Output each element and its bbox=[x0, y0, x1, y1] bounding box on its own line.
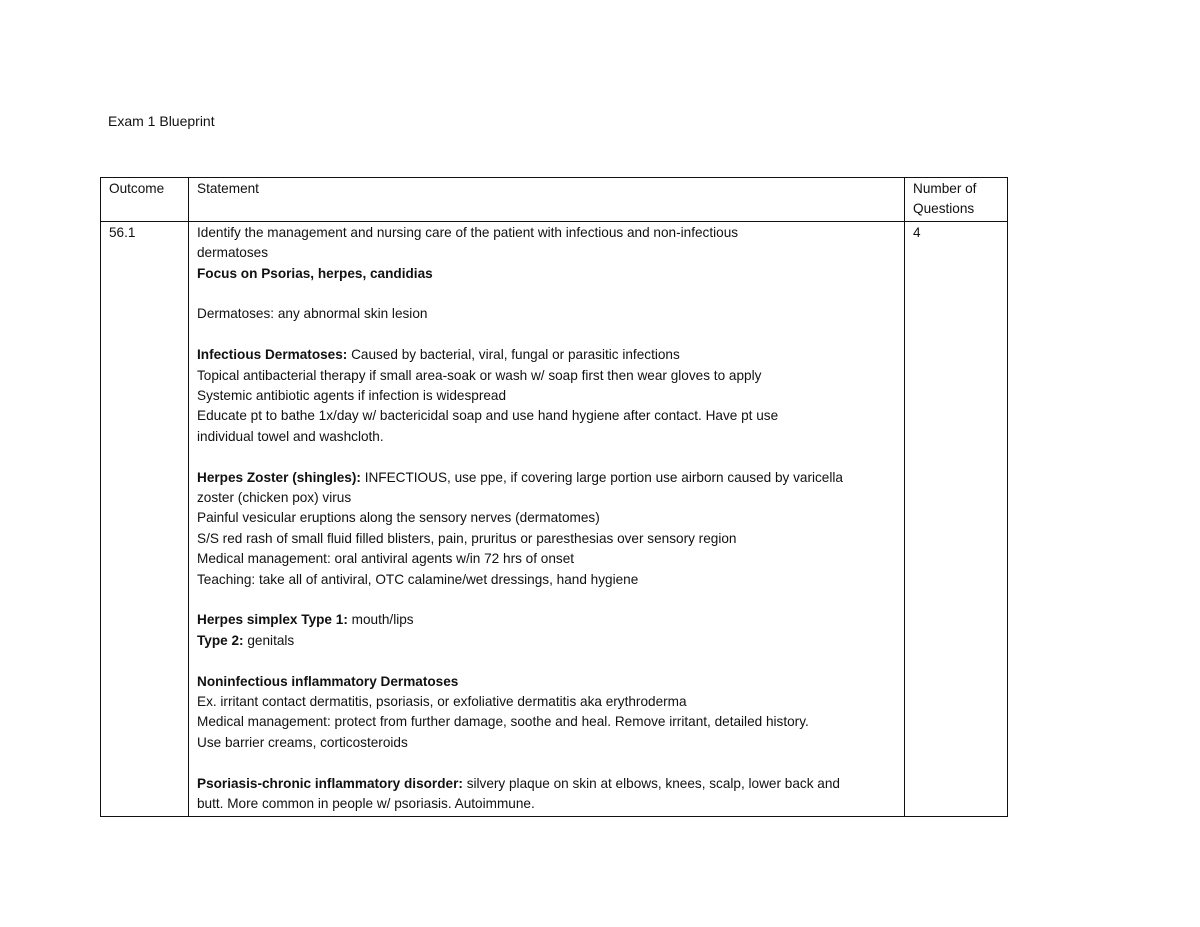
spacer bbox=[197, 590, 897, 610]
spacer bbox=[197, 447, 897, 467]
educate-line-2: individual towel and washcloth. bbox=[197, 428, 384, 444]
spacer bbox=[197, 325, 897, 345]
infectious-dermatoses-label: Infectious Dermatoses: bbox=[197, 347, 348, 363]
noninfectious-management-line-1: Medical management: protect from further damage, soothe and heal. Remove irritant, detailed history. bbox=[197, 714, 809, 730]
header-number-line-1: Number of bbox=[913, 181, 977, 196]
header-outcome-label: Outcome bbox=[109, 181, 165, 196]
infectious-dermatoses-line bbox=[197, 345, 897, 365]
painful-eruptions-line: Painful vesicular eruptions along the sensory nerves (dermatomes) bbox=[197, 510, 600, 526]
intro-line-2: dermatoses bbox=[197, 245, 269, 261]
spacer bbox=[197, 651, 897, 671]
noninfectious-management-line-2: Use barrier creams, corticosteroids bbox=[197, 734, 408, 750]
outcome-number: 56.1 bbox=[109, 224, 136, 240]
herpes-zoster-line-1 bbox=[197, 468, 897, 488]
header-outcome bbox=[101, 178, 189, 222]
table-header-row bbox=[101, 178, 1008, 222]
questions-cell bbox=[905, 221, 1008, 816]
signs-symptoms-line: S/S red rash of small fluid filled blisters, pain, pruritus or paresthesias over sensory region bbox=[197, 530, 737, 546]
infectious-dermatoses-text: Caused by bacterial, viral, fungal or parasitic infections bbox=[347, 347, 680, 363]
focus-line: Focus on Psorias, herpes, candidias bbox=[197, 265, 433, 281]
psoriasis-line-2: butt. More common in people w/ psoriasis. Autoimmune. bbox=[197, 796, 535, 812]
herpes-zoster-line-2: zoster (chicken pox) virus bbox=[197, 490, 352, 506]
noninfectious-heading: Noninfectious inflammatory Dermatoses bbox=[197, 673, 459, 689]
educate-line-1: Educate pt to bathe 1x/day w/ bactericidal soap and use hand hygiene after contact. Have pt use bbox=[197, 408, 779, 424]
header-number-line-2: Questions bbox=[913, 201, 975, 217]
examples-line: Ex. irritant contact dermatitis, psoriasis, or exfoliative dermatitis aka erythroderma bbox=[197, 694, 687, 710]
type-2-label: Type 2: bbox=[197, 632, 244, 648]
herpes-simplex-text: mouth/lips bbox=[347, 612, 414, 628]
psoriasis-line-1 bbox=[197, 774, 897, 794]
questions-count: 4 bbox=[913, 224, 921, 240]
psoriasis-label: Psoriasis-chronic inflammatory disorder: bbox=[197, 775, 463, 791]
statement-cell bbox=[189, 221, 905, 816]
spacer bbox=[197, 284, 897, 304]
intro-line-1: Identify the management and nursing care of the patient with infectious and non-infectious bbox=[197, 224, 739, 240]
header-number-of-questions bbox=[905, 178, 1008, 222]
header-statement bbox=[189, 178, 905, 222]
header-statement-label: Statement bbox=[197, 181, 259, 196]
systemic-agents-line: Systemic antibiotic agents if infection is widespread bbox=[197, 388, 507, 404]
blueprint-table bbox=[100, 177, 1008, 817]
topical-therapy-line: Topical antibacterial therapy if small area-soak or wash w/ soap first then wear gloves to apply bbox=[197, 367, 762, 383]
type-2-text: genitals bbox=[243, 632, 295, 648]
herpes-zoster-text-1: INFECTIOUS, use ppe, if covering large portion use airborn caused by varicella bbox=[360, 469, 843, 485]
type-2-line bbox=[197, 631, 897, 651]
table-row bbox=[101, 221, 1008, 816]
herpes-zoster-label: Herpes Zoster (shingles): bbox=[197, 469, 361, 485]
herpes-simplex-label: Herpes simplex Type 1: bbox=[197, 612, 348, 628]
spacer bbox=[197, 753, 897, 773]
medical-management-line: Medical management: oral antiviral agents w/in 72 hrs of onset bbox=[197, 551, 575, 567]
herpes-simplex-line bbox=[197, 610, 897, 630]
dermatoses-definition: Dermatoses: any abnormal skin lesion bbox=[197, 306, 428, 322]
document-title: Exam 1 Blueprint bbox=[108, 113, 215, 129]
psoriasis-text-1: silvery plaque on skin at elbows, knees, scalp, lower back and bbox=[462, 775, 840, 791]
outcome-cell bbox=[101, 221, 189, 816]
teaching-line: Teaching: take all of antiviral, OTC calamine/wet dressings, hand hygiene bbox=[197, 571, 639, 587]
